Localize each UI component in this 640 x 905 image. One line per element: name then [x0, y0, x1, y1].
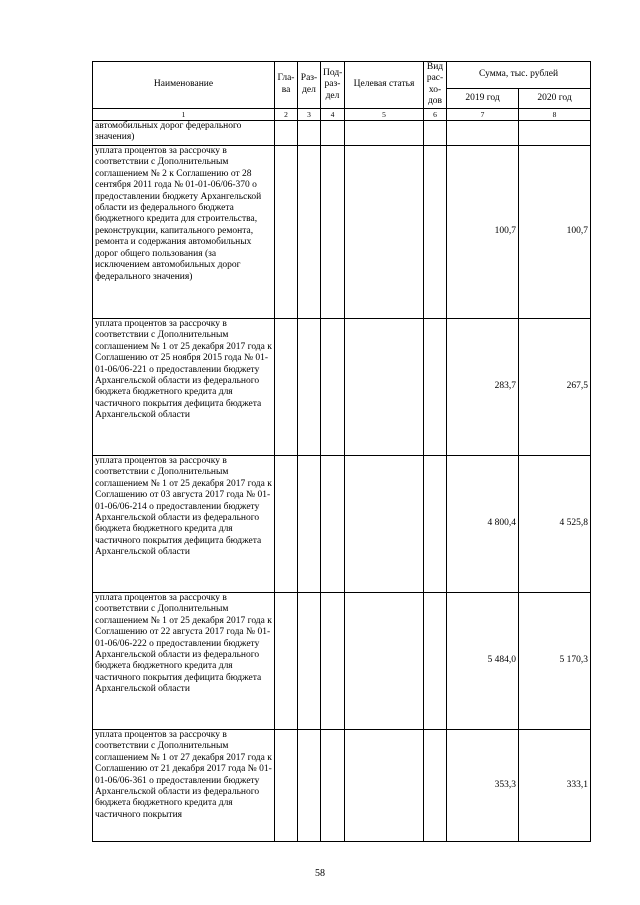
table-row	[93, 730, 591, 842]
header-name: Наименование	[93, 62, 275, 109]
header-target: Целевая статья	[345, 62, 424, 109]
row-value-2020: 333,1	[519, 730, 591, 842]
row-value-2019: 100,7	[447, 146, 519, 319]
row-value-2019	[447, 121, 519, 146]
row-value-2020: 5 170,3	[519, 593, 591, 730]
table-row	[93, 319, 591, 456]
table-header	[93, 62, 591, 109]
row-value-2019: 353,3	[447, 730, 519, 842]
column-index: 2	[275, 108, 298, 120]
budget-table	[92, 61, 591, 842]
header-year-2020: 2020 год	[519, 89, 591, 108]
row-name: уплата процентов за рассрочку в соответствии с Дополнительным соглашением № 1 от 27 декабря 2017 года к Соглашению от 21 декабря 2017 года № 01-01-06/06-361 о предоставлении бюджету Архангельской области из федерального бюджета бюджетного кредита для частичного покрытия	[93, 730, 275, 842]
header-podrazdel: Под-раз-дел	[321, 62, 345, 109]
row-value-2019: 5 484,0	[447, 593, 519, 730]
column-index: 5	[345, 108, 424, 120]
column-index: 3	[298, 108, 321, 120]
header-razdel: Раз-дел	[298, 62, 321, 109]
column-index: 4	[321, 108, 345, 120]
row-value-2019: 283,7	[447, 319, 519, 456]
header-sum: Сумма, тыс. рублей	[447, 62, 591, 89]
row-name: уплата процентов за рассрочку в соответствии с Дополнительным соглашением № 1 от 25 декабря 2017 года к Соглашению от 03 августа 2017 года № 01-01-06/06-214 о предоставлении бюджету Архангельской области из федерального бюджета бюджетного кредита для частичного покрытия дефицита бюджета Архангельской области	[93, 456, 275, 593]
column-index: 6	[424, 108, 447, 120]
header-glava: Гла-ва	[275, 62, 298, 109]
row-value-2020	[519, 121, 591, 146]
column-index-row	[93, 108, 591, 120]
column-index: 1	[93, 108, 275, 120]
page-number: 58	[315, 868, 325, 879]
table-row	[93, 121, 591, 146]
column-index: 8	[519, 108, 591, 120]
row-value-2020: 4 525,8	[519, 456, 591, 593]
column-index: 7	[447, 108, 519, 120]
row-value-2020: 267,5	[519, 319, 591, 456]
row-name: уплата процентов за рассрочку в соответствии с Дополнительным соглашением № 2 к Соглашению от 28 сентября 2011 года № 01-01-06/06-370 о предоставлении бюджету Архангельской области из федерального бюджета бюджетного кредита для строительства, реконструкции, капитального ремонта, ремонта и содержания автомобильных дорог общего пользования (за исключением автомобильных дорог федерального значения)	[93, 146, 275, 319]
table-row	[93, 146, 591, 319]
row-name: уплата процентов за рассрочку в соответствии с Дополнительным соглашением № 1 от 25 декабря 2017 года к Соглашению от 25 ноября 2015 года № 01-01-06/06-221 о предоставлении бюджету Архангельской области из федерального бюджета бюджетного кредита для частичного покрытия дефицита бюджета Архангельской области	[93, 319, 275, 456]
row-value-2020: 100,7	[519, 146, 591, 319]
table-row	[93, 593, 591, 730]
header-year-2019: 2019 год	[447, 89, 519, 108]
header-vid: Вид рас-хо-дов	[424, 62, 447, 109]
row-name: уплата процентов за рассрочку в соответствии с Дополнительным соглашением № 1 от 25 декабря 2017 года к Соглашению от 22 августа 2017 года № 01-01-06/06-222 о предоставлении бюджету Архангельской области из федерального бюджета бюджетного кредита для частичного покрытия дефицита бюджета Архангельской области	[93, 593, 275, 730]
row-name: автомобильных дорог федерального значения)	[93, 121, 275, 146]
table-row	[93, 456, 591, 593]
row-value-2019: 4 800,4	[447, 456, 519, 593]
